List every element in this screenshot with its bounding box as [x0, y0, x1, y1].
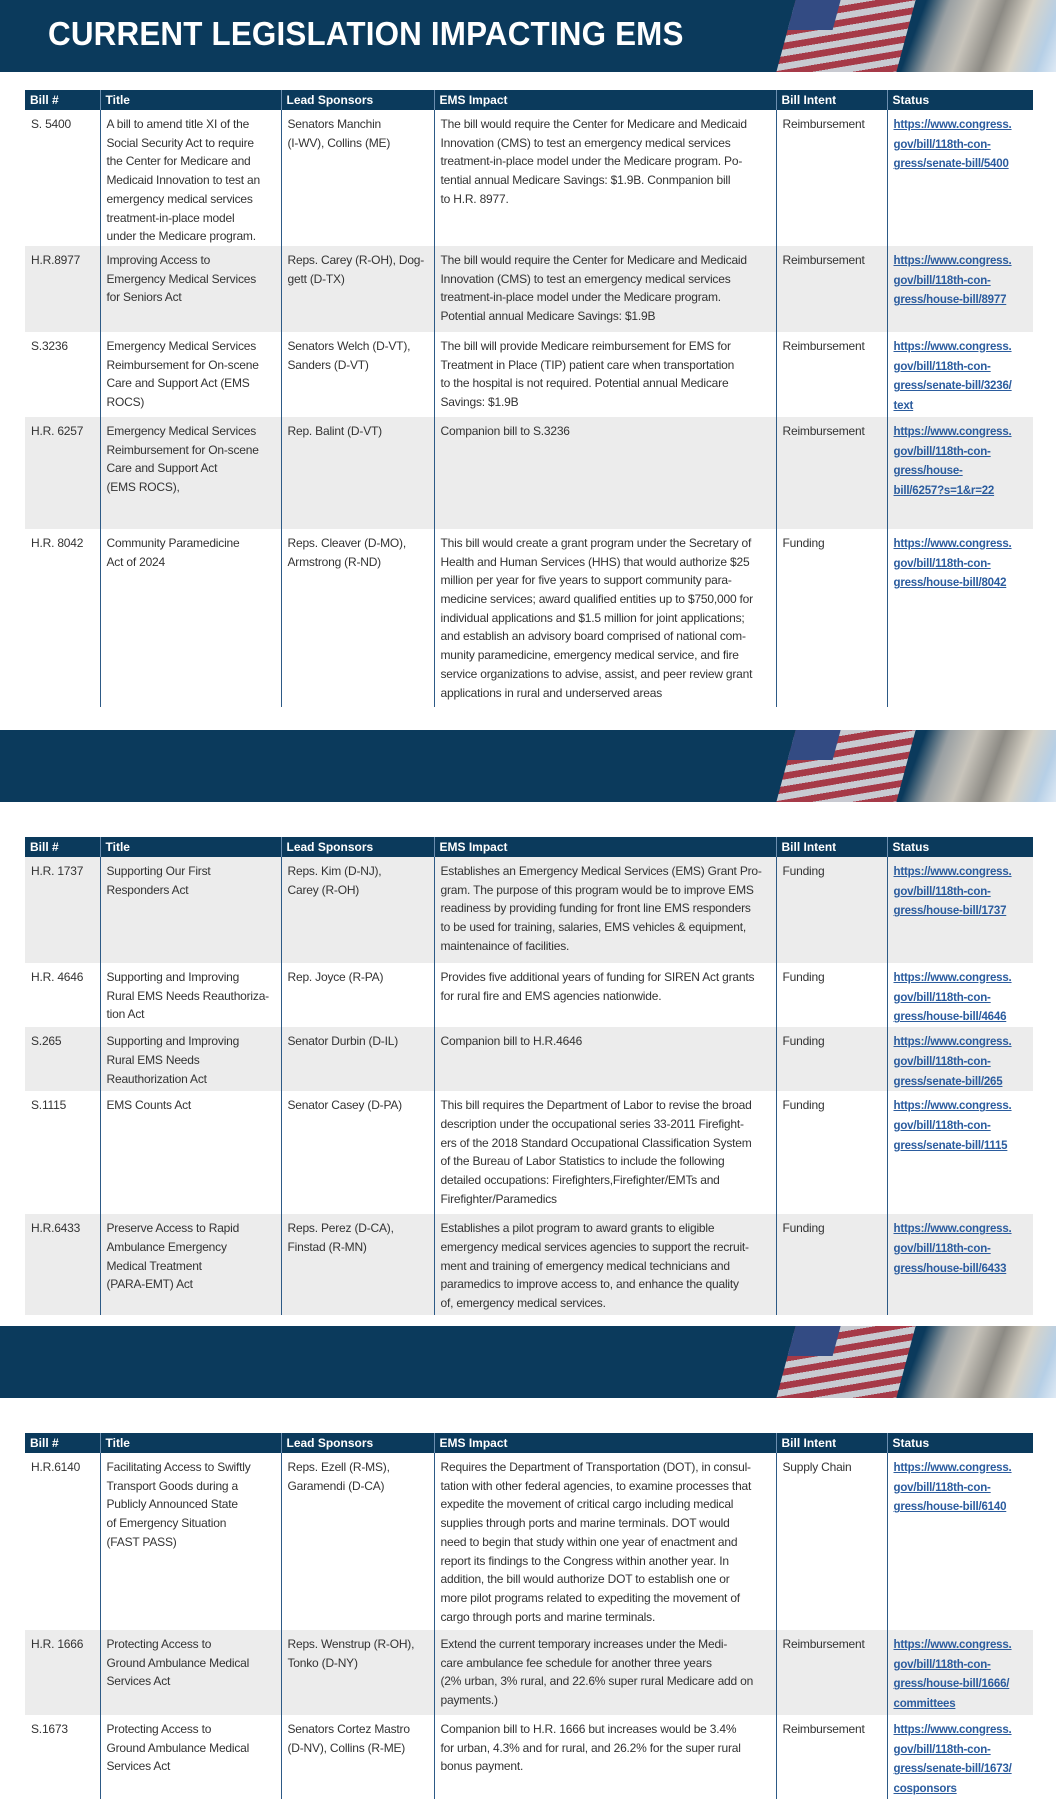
ems-impact-cell: Companion bill to S.3236 [434, 417, 776, 529]
congress-link[interactable]: https://www.congress. gov/bill/118th-con- gress/senate-bill/5400 [893, 119, 1012, 171]
congress-link[interactable]: https://www.congress. gov/bill/118th-con- gress/senate-bill/265 [893, 1036, 1012, 1088]
status-link-cell [887, 1027, 1033, 1091]
bill-intent-cell: Reimbursement [776, 1630, 887, 1715]
status-link-cell [887, 529, 1033, 707]
column-header-ems-impact: EMS Impact [434, 90, 776, 110]
bill-number-cell: S.265 [25, 1027, 100, 1091]
lead-sponsors-cell: Reps. Ezell (R-MS), Garamendi (D-CA) [281, 1453, 434, 1630]
flag-image [776, 730, 915, 802]
status-link-cell [887, 1630, 1033, 1715]
table-row [25, 529, 1033, 707]
table-row [25, 1715, 1033, 1799]
bill-intent-cell: Funding [776, 1027, 887, 1091]
congress-link[interactable]: https://www.congress. gov/bill/118th-con- gress/house-bill/8042 [893, 537, 1012, 590]
lead-sponsors-cell: Reps. Wenstrup (R-OH), Tonko (D-NY) [281, 1630, 434, 1715]
congress-link[interactable]: https://www.congress. gov/bill/118th-con- gress/house-bill/1666/ committees [893, 1639, 1012, 1711]
bill-intent-cell: Reimbursement [776, 417, 887, 529]
status-link-cell [887, 246, 1033, 332]
column-header-bill-number: Bill # [25, 90, 100, 110]
status-link-cell [887, 1214, 1033, 1315]
ems-impact-cell: This bill would create a grant program under the Secretary of Health and Human Services (HHS) that would authorize $25 million per year for five years to support community para- medicine services; award qualified entities up to $750,000 for individual applications and $1.5 million for joint applications; and establish an advisory board comprised of national com- munity paramedicine, emergency medical service, and fire service organizations to advise, assist, and peer review grant applications in rural and underserved areas [434, 529, 776, 707]
congress-link[interactable]: https://www.congress. gov/bill/118th-con- gress/house-bill/4646 [893, 972, 1012, 1024]
bill-number-cell: H.R.6433 [25, 1214, 100, 1315]
status-link-cell [887, 110, 1033, 246]
table-row [25, 963, 1033, 1027]
table-row [25, 1214, 1033, 1315]
bill-title-cell: Protecting Access to Ground Ambulance Medical Services Act [100, 1715, 281, 1799]
flag-image [776, 0, 915, 72]
table-row [25, 246, 1033, 332]
legislation-table-2 [25, 837, 1033, 1315]
column-header-status-link: Status [887, 90, 1033, 110]
legislation-table-1 [25, 90, 1033, 707]
bill-number-cell: H.R. 1737 [25, 857, 100, 963]
status-link-cell [887, 963, 1033, 1027]
bill-intent-cell: Funding [776, 963, 887, 1027]
table-row [25, 417, 1033, 529]
ems-impact-cell: Extend the current temporary increases under the Medi- care ambulance fee schedule for another three years (2% urban, 3% rural, and 22.6% super rural Medicare add on payments.) [434, 1630, 776, 1715]
bill-title-cell: Supporting and Improving Rural EMS Needs Reauthoriza- tion Act [100, 963, 281, 1027]
status-link-cell [887, 1715, 1033, 1799]
ems-impact-cell: The bill will provide Medicare reimbursement for EMS for Treatment in Place (TIP) patient care when transportation to the hospital is not required. Potential annual Medicare Savings: $1.9B [434, 332, 776, 417]
section-banner [0, 730, 1056, 802]
column-header-status-link: Status [887, 837, 1033, 857]
column-header-lead-sponsors: Lead Sponsors [281, 90, 434, 110]
column-header-bill-title: Title [100, 90, 281, 110]
bill-intent-cell: Reimbursement [776, 1715, 887, 1799]
bill-title-cell: Supporting Our First Responders Act [100, 857, 281, 963]
lead-sponsors-cell: Reps. Perez (D-CA), Finstad (R-MN) [281, 1214, 434, 1315]
bill-intent-cell: Funding [776, 529, 887, 707]
congress-link[interactable]: https://www.congress. gov/bill/118th-con- gress/senate-bill/1115 [893, 1100, 1012, 1152]
header-row [25, 90, 1033, 110]
lead-sponsors-cell: Senator Durbin (D-IL) [281, 1027, 434, 1091]
header-row [25, 837, 1033, 857]
congress-link[interactable]: https://www.congress. gov/bill/118th-con- gress/house-bill/6433 [893, 1223, 1012, 1275]
bill-number-cell: H.R. 6257 [25, 417, 100, 529]
ems-impact-cell: Establishes an Emergency Medical Services (EMS) Grant Pro- gram. The purpose of this program would be to improve EMS readiness by providing funding for front line EMS responders to be used for training, salaries, EMS vehicles & equipment, maintenaince of facilities. [434, 857, 776, 963]
bill-title-cell: EMS Counts Act [100, 1091, 281, 1214]
bill-title-cell: Supporting and Improving Rural EMS Needs Reauthorization Act [100, 1027, 281, 1091]
status-link-cell [887, 1091, 1033, 1214]
bill-intent-cell: Reimbursement [776, 246, 887, 332]
bill-title-cell: Protecting Access to Ground Ambulance Medical Services Act [100, 1630, 281, 1715]
bill-intent-cell: Supply Chain [776, 1453, 887, 1630]
bill-title-cell: Facilitating Access to Swiftly Transport Goods during a Publicly Announced State of Emergency Situation (FAST PASS) [100, 1453, 281, 1630]
table-row [25, 1453, 1033, 1630]
column-header-bill-number: Bill # [25, 1433, 100, 1453]
bill-intent-cell: Funding [776, 1214, 887, 1315]
column-header-bill-number: Bill # [25, 837, 100, 857]
status-link-cell [887, 417, 1033, 529]
column-header-ems-impact: EMS Impact [434, 1433, 776, 1453]
congress-link[interactable]: https://www.congress. gov/bill/118th-con- gress/senate-bill/3236/ text [893, 340, 1012, 413]
lead-sponsors-cell: Senators Welch (D-VT), Sanders (D-VT) [281, 332, 434, 417]
table-row [25, 857, 1033, 963]
bill-number-cell: S.3236 [31, 338, 68, 353]
bill-intent-cell: Reimbursement [776, 332, 887, 417]
section-banner [0, 1326, 1056, 1398]
bill-title-cell: Improving Access to Emergency Medical Services for Seniors Act [100, 246, 281, 332]
bill-intent-cell: Funding [776, 1091, 887, 1214]
bill-number-cell: S.1115 [31, 1098, 67, 1113]
congress-link[interactable]: https://www.congress. gov/bill/118th-con- gress/house-bill/6140 [893, 1462, 1012, 1514]
table-row [25, 332, 1033, 417]
bill-intent-cell: Funding [776, 857, 887, 963]
bill-number-cell: H.R. 8042 [31, 535, 84, 550]
bill-intent-cell: Reimbursement [776, 110, 887, 246]
ems-impact-cell: The bill would require the Center for Medicare and Medicaid Innovation (CMS) to test an emergency medical services treatment-in-place model under the Medicare program. Po- tential annual Medicare Savings: $1.9B. Conmpanion bill to H.R. 8977. [434, 110, 776, 246]
lead-sponsors-cell: Senators Manchin (I-WV), Collins (ME) [281, 110, 434, 246]
congress-link[interactable]: https://www.congress. gov/bill/118th-con- gress/house-bill/8977 [893, 254, 1012, 307]
column-header-status-link: Status [887, 1433, 1033, 1453]
bill-number-cell: S.1673 [31, 1722, 68, 1736]
lead-sponsors-cell: Rep. Balint (D-VT) [281, 417, 434, 529]
column-header-ems-impact: EMS Impact [434, 837, 776, 857]
lead-sponsors-cell: Reps. Kim (D-NJ), Carey (R-OH) [281, 857, 434, 963]
column-header-bill-intent: Bill Intent [776, 90, 887, 110]
column-header-bill-title: Title [100, 837, 281, 857]
bill-title-cell: Emergency Medical Services Reimbursement for On-scene Care and Support Act (EMS ROCS) [100, 332, 281, 417]
bill-number-cell: S. 5400 [31, 117, 71, 131]
status-link-cell [887, 1453, 1033, 1630]
bill-number-cell: H.R.8977 [25, 246, 100, 332]
ems-impact-cell: The bill would require the Center for Medicare and Medicaid Innovation (CMS) to test an emergency medical services treatment-in-place model under the Medicare program. Potential annual Medicare Savings: $1.9B [434, 246, 776, 332]
bill-title-cell: Preserve Access to Rapid Ambulance Emergency Medical Treatment (PARA-EMT) Act [100, 1214, 281, 1315]
lead-sponsors-cell: Senator Casey (D-PA) [281, 1091, 434, 1214]
table-row [25, 1630, 1033, 1715]
congress-link[interactable]: https://www.congress. gov/bill/118th-con- gress/house-bill/1737 [893, 866, 1012, 918]
column-header-bill-intent: Bill Intent [776, 837, 887, 857]
lead-sponsors-cell: Rep. Joyce (R-PA) [281, 963, 434, 1027]
legislation-table-3 [25, 1433, 1033, 1799]
title-banner [0, 0, 1056, 72]
ems-impact-cell: This bill requires the Department of Labor to revise the broad description under the occupational series 33-2011 Firefight- ers of the 2018 Standard Occupational Classification System of the Bureau of Labor Statistics to include the following detailed occupations: Firefighters,Firefighter/EMTs and Firefighter/Paramedics [434, 1091, 776, 1214]
bill-number-cell: H.R.6140 [31, 1460, 81, 1474]
ems-impact-cell: Requires the Department of Transportation (DOT), in consul- tation with other federal agencies, to examine processes that expedite the movement of critical cargo including medical supplies through ports and marine terminals. DOT would need to begin that study within one year of enactment and report its findings to the Congress within another year. In addition, the bill would authorize DOT to establish one or more pilot programs related to expediting the movement of cargo through ports and marine terminals. [434, 1453, 776, 1630]
table-row [25, 1027, 1033, 1091]
ems-impact-cell: Companion bill to H.R.4646 [434, 1027, 776, 1091]
congress-link[interactable]: https://www.congress. gov/bill/118th-con- gress/senate-bill/1673/ cosponsors [893, 1724, 1012, 1796]
bill-number-cell: H.R. 1666 [25, 1630, 100, 1715]
header-row [25, 1433, 1033, 1453]
status-link-cell [887, 857, 1033, 963]
ems-impact-cell: Establishes a pilot program to award grants to eligible emergency medical services agencies to support the recruit- ment and training of emergency medical technicians and paramedics to improve access to, and enhance the quality of, emergency medical services. [434, 1214, 776, 1315]
bill-number-cell: H.R. 4646 [31, 970, 84, 984]
table-row [25, 1091, 1033, 1214]
lead-sponsors-cell: Reps. Carey (R-OH), Dog- gett (D-TX) [281, 246, 434, 332]
ems-impact-cell: Companion bill to H.R. 1666 but increases would be 3.4% for urban, 4.3% and for rural, and 26.2% for the super rural bonus payment. [434, 1715, 776, 1799]
page-title: CURRENT LEGISLATION IMPACTING EMS [48, 15, 684, 52]
status-link-cell [887, 332, 1033, 417]
bill-title-cell: Community Paramedicine Act of 2024 [100, 529, 281, 707]
column-header-lead-sponsors: Lead Sponsors [281, 1433, 434, 1453]
flag-image [776, 1326, 915, 1398]
lead-sponsors-cell: Senators Cortez Mastro (D-NV), Collins (R-ME) [281, 1715, 434, 1799]
column-header-bill-intent: Bill Intent [776, 1433, 887, 1453]
column-header-lead-sponsors: Lead Sponsors [281, 837, 434, 857]
congress-link[interactable]: https://www.congress. gov/bill/118th-con- gress/house- bill/6257?s=1&r=22 [893, 425, 1012, 498]
column-header-bill-title: Title [100, 1433, 281, 1453]
table-row [25, 110, 1033, 246]
bill-title-cell: Emergency Medical Services Reimbursement for On-scene Care and Support Act (EMS ROCS), [100, 417, 281, 529]
ems-impact-cell: Provides five additional years of funding for SIREN Act grants for rural fire and EMS agencies nationwide. [434, 963, 776, 1027]
bill-title-cell: A bill to amend title XI of the Social Security Act to require the Center for Medicare and Medicaid Innovation to test an emergency medical services treatment-in-place model under the Medicare program. [100, 110, 281, 246]
lead-sponsors-cell: Reps. Cleaver (D-MO), Armstrong (R-ND) [281, 529, 434, 707]
